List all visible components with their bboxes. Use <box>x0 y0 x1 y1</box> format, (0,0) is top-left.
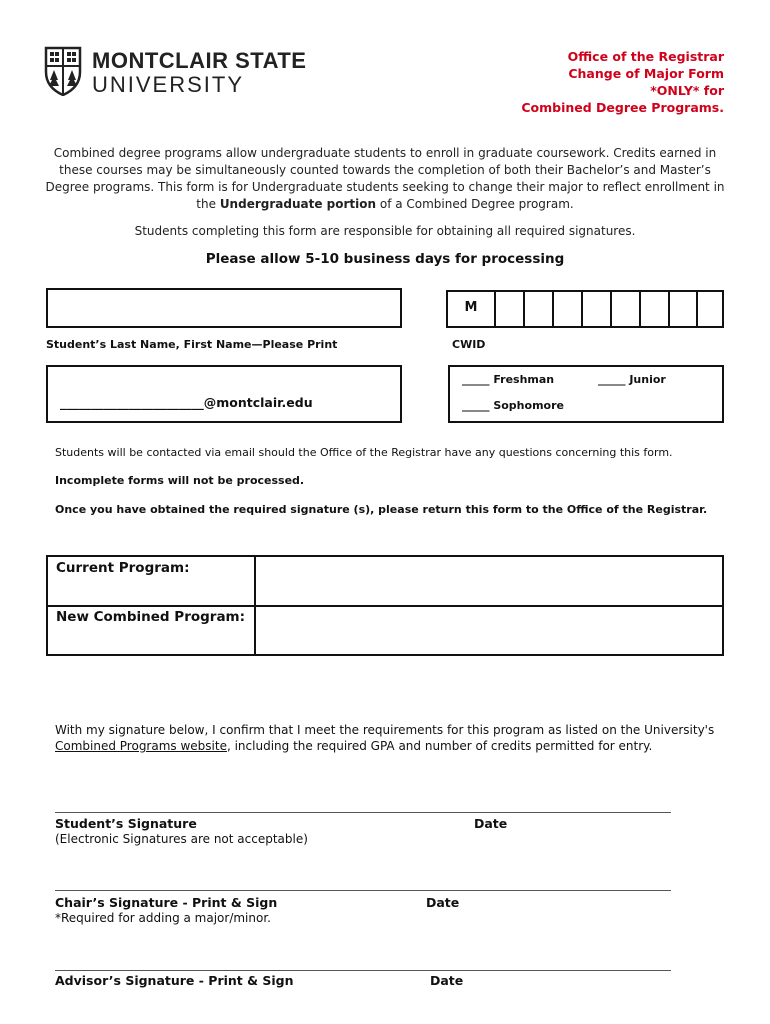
logo-line1: MONTCLAIR STATE <box>92 48 307 73</box>
advisor-date-label: Date <box>430 973 464 988</box>
cwid-digit-box[interactable] <box>668 292 670 326</box>
university-logo <box>44 46 344 98</box>
chair-signature-line[interactable] <box>55 890 671 891</box>
advisor-signature-label: Advisor’s Signature - Print & Sign <box>55 973 294 988</box>
current-program-label-cell <box>48 557 256 607</box>
current-program-label: Current Program: <box>56 560 190 576</box>
intro-text-bold: Undergraduate portion <box>219 197 377 211</box>
cwid-prefix: M <box>464 300 478 315</box>
program-table <box>46 555 724 656</box>
return-form-note: Once you have obtained the required signature (s), please return this form to the Office of the Registrar. <box>55 503 708 516</box>
office-line2: Change of Major Form <box>568 66 724 81</box>
intro-text-b: of a Combined Degree program. <box>376 197 574 211</box>
office-line1: Office of the Registrar <box>567 49 724 64</box>
processing-heading: Please allow 5-10 business days for processing <box>205 251 565 267</box>
office-line3: *ONLY* for <box>650 83 724 98</box>
logo-line2: UNIVERSITY <box>92 72 245 97</box>
new-program-label: New Combined Program: <box>56 609 246 625</box>
cwid-digit-box[interactable] <box>581 292 583 326</box>
signature-responsibility-note: Students completing this form are responsible for obtaining all required signatures. <box>134 224 636 238</box>
incomplete-forms-note: Incomplete forms will not be processed. <box>55 474 305 487</box>
confirm-text-a: With my signature below, I confirm that I meet the requirements for this program as listed on the University's <box>55 723 715 737</box>
advisor-signature-line[interactable] <box>55 970 671 971</box>
cwid-digit-box[interactable] <box>494 292 496 326</box>
new-program-label-cell <box>48 607 256 654</box>
intro-paragraph <box>44 145 726 213</box>
confirm-text-b: , including the required GPA and number of credits permitted for entry. <box>226 739 653 753</box>
student-signature-note: (Electronic Signatures are not acceptable) <box>55 832 308 846</box>
freshman-option[interactable]: _____ Freshman <box>462 373 555 386</box>
cwid-digit-box[interactable] <box>696 292 698 326</box>
cwid-digit-box[interactable] <box>552 292 554 326</box>
student-name-input[interactable] <box>46 288 402 328</box>
student-signature-line[interactable] <box>55 812 671 813</box>
email-input[interactable] <box>46 365 402 423</box>
chair-signature-note: *Required for adding a major/minor. <box>55 911 271 925</box>
cwid-digit-box[interactable] <box>639 292 641 326</box>
student-date-label: Date <box>474 816 508 831</box>
cwid-digit-box[interactable] <box>610 292 612 326</box>
office-line4: Combined Degree Programs. <box>521 100 724 115</box>
shield-crest-icon <box>44 46 82 96</box>
student-signature-label: Student’s Signature <box>55 816 197 831</box>
cwid-label: CWID <box>452 338 486 351</box>
confirmation-text <box>55 722 715 754</box>
cwid-digit-box[interactable] <box>523 292 525 326</box>
sophomore-option[interactable]: _____ Sophomore <box>462 399 564 412</box>
cwid-input[interactable] <box>446 290 724 328</box>
combined-programs-link[interactable]: Combined Programs website <box>55 739 227 753</box>
chair-date-label: Date <box>426 895 460 910</box>
office-header <box>404 48 724 116</box>
email-domain-text: _______________________@montclair.edu <box>60 395 313 410</box>
junior-option[interactable]: _____ Junior <box>598 373 666 386</box>
email-contact-note: Students will be contacted via email should the Office of the Registrar have any questions concerning this form. <box>55 446 673 459</box>
student-name-label: Student’s Last Name, First Name—Please Print <box>46 338 338 351</box>
intro-text-a: Combined degree programs allow undergraduate students to enroll in graduate coursework. Credits earned in these courses may be simultaneously counted towards the completion of both their Bachelor’s and Master’s Degree programs. This form is for Undergraduate students seeking to change their major to reflect enrollment in the <box>45 146 725 211</box>
chair-signature-label: Chair’s Signature - Print & Sign <box>55 895 278 910</box>
new-program-input[interactable] <box>256 607 722 654</box>
current-program-input[interactable] <box>256 557 722 607</box>
class-standing-box <box>448 365 724 423</box>
